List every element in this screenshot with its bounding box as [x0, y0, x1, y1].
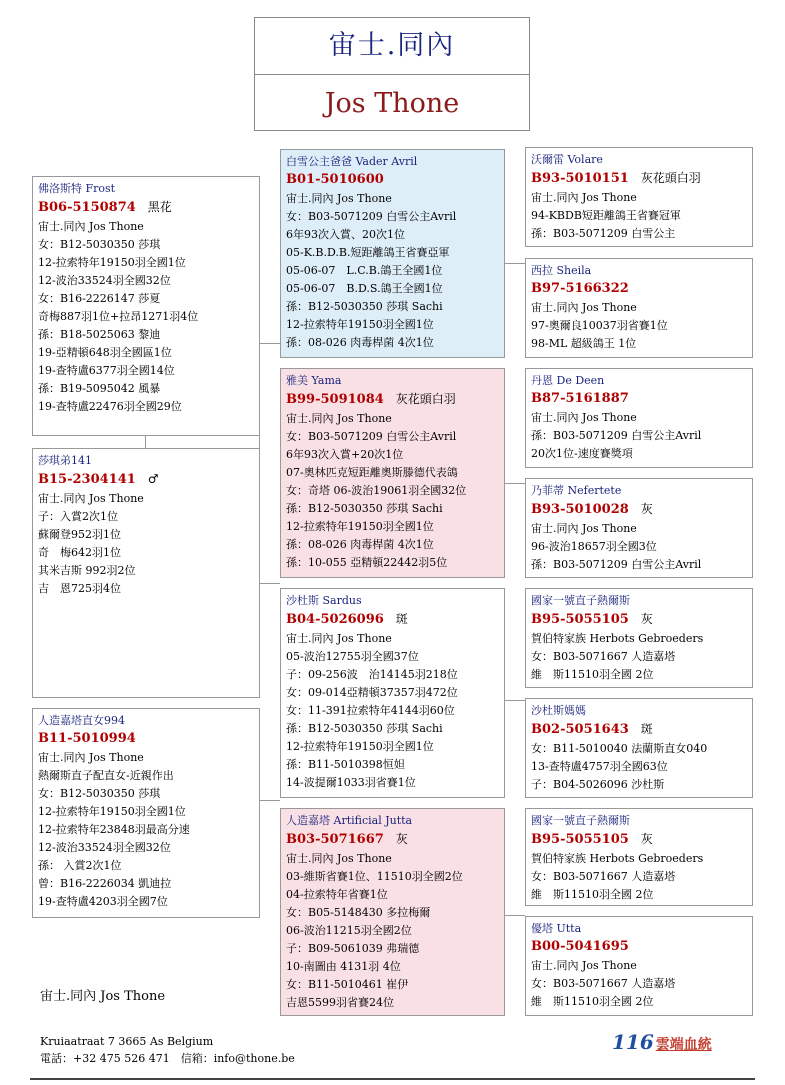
info-line: 奇梅887羽1位+拉昂1271羽4位: [38, 310, 199, 323]
info-line: 子：入賞2次1位: [38, 510, 118, 523]
ring-number: [286, 829, 499, 850]
pedigree-card-sire-dam: [280, 368, 505, 578]
pigeon-name: 丹恩 De Deen: [531, 374, 605, 387]
info-line: 子：09-256波 治14145羽218位: [286, 668, 458, 681]
pedigree-card-sire: [32, 176, 260, 436]
info-line: 宙士.同內 Jos Thone: [286, 192, 392, 205]
info-line: 孫：B11-5010398恒妲: [286, 758, 405, 771]
connector: [505, 915, 525, 916]
contact-text: 電話：+32 475 526 471 信箱：info@thone.be: [40, 1052, 295, 1065]
info-line: 熱爾斯直子配直女-近親作出: [38, 769, 174, 782]
pigeon-name: 白雪公主爸爸 Vader Avril: [286, 155, 418, 168]
info-line: 維 斯11510羽全國 2位: [531, 888, 654, 901]
info-line: 女：B11-5010040 法蘭斯直女040: [531, 742, 708, 755]
info-line: 12-拉索特年19150羽全國1位: [38, 256, 186, 269]
info-line: 孫：10-055 亞精頓22442羽5位: [286, 556, 448, 569]
connector: [145, 436, 146, 448]
connector: [505, 483, 525, 484]
pedigree-card-gp3: [525, 368, 753, 468]
pedigree-card-gp6: [525, 698, 753, 798]
info-line: 19-查特盧6377羽全國14位: [38, 364, 175, 377]
ring-number-value: B11-5010994: [38, 731, 136, 746]
info-line: 女：B16-2226147 莎夏: [38, 292, 161, 305]
ring-number-value: B87-5161887: [531, 391, 629, 406]
pigeon-name: 雅美 Yama: [286, 374, 342, 387]
info-line: 宙士.同內 Jos Thone: [38, 751, 144, 764]
info-line: 12-拉索特年19150羽全國1位: [286, 520, 434, 533]
pigeon-name: 優塔 Utta: [531, 922, 582, 935]
bottom-divider: [30, 1078, 755, 1080]
ring-number-value: B95-5055105: [531, 832, 629, 847]
ring-number-value: B93-5010028: [531, 502, 629, 517]
pigeon-name: 人造嘉塔 Artificial Jutta: [286, 814, 413, 827]
ring-number-value: B01-5010600: [286, 172, 384, 187]
info-line: 孫：B19-5095042 風暴: [38, 382, 161, 395]
info-line: 賀伯特家族 Herbots Gebroeders: [531, 852, 704, 865]
pigeon-color: 灰: [640, 502, 653, 516]
info-line: 女：11-391拉索特年4144羽60位: [286, 704, 455, 717]
info-line: 孫：B12-5030350 莎琪 Sachi: [286, 502, 443, 515]
ring-number: [531, 499, 747, 520]
pigeon-name: 乃菲蒂 Nefertete: [531, 484, 622, 497]
pigeon-name: 沃爾雷 Volare: [531, 153, 603, 166]
info-line: 女：B03-5071667 人造嘉塔: [531, 870, 676, 883]
breeder-header: [254, 17, 530, 131]
info-line: 女：B12-5030350 莎琪: [38, 238, 161, 251]
info-line: 女：B05-5148430 多拉梅爾: [286, 906, 431, 919]
ring-number-value: B03-5071667: [286, 832, 384, 847]
pigeon-color: 黑花: [147, 200, 172, 214]
info-line: 19-查特盧22476羽全國29位: [38, 400, 182, 413]
info-line: 03-維斯省賽1位、11510羽全國2位: [286, 870, 463, 883]
info-line: 女：B11-5010461 崔伊: [286, 978, 409, 991]
info-line: 05-K.B.D.B.短距離鴿王省賽亞軍: [286, 246, 450, 259]
ring-number-value: B99-5091084: [286, 392, 384, 407]
info-line: 女：09-014亞精頓37357羽472位: [286, 686, 458, 699]
pedigree-card-dam-line: [32, 708, 260, 918]
pedigree-card-sire-sire: [280, 149, 505, 358]
info-line: 12-波治33524羽全國32位: [38, 274, 171, 287]
info-line: 宙士.同內 Jos Thone: [531, 411, 637, 424]
info-line: 宙士.同內 Jos Thone: [38, 220, 144, 233]
info-line: 94-KBDB短距離鴿王省賽冠軍: [531, 209, 681, 222]
pigeon-color: 灰花頭白羽: [640, 171, 701, 185]
info-line: 12-波治33524羽全國32位: [38, 841, 171, 854]
ring-number: [531, 279, 747, 299]
pedigree-card-gp8: [525, 916, 753, 1016]
site-logo: [612, 1030, 712, 1054]
info-line: 12-拉索特年19150羽全國1位: [286, 318, 434, 331]
ring-number-value: B15-2304141: [38, 472, 136, 487]
info-line: 維 斯11510羽全國 2位: [531, 668, 654, 681]
info-line: 賀伯特家族 Herbots Gebroeders: [531, 632, 704, 645]
pigeon-name: 沙杜斯媽媽: [531, 704, 586, 717]
connector: [259, 800, 280, 801]
info-line: 宙士.同內 Jos Thone: [531, 301, 637, 314]
ring-number-value: B95-5055105: [531, 612, 629, 627]
pigeon-name: 西拉 Sheila: [531, 264, 592, 277]
info-line: 子：B09-5061039 弗瑞德: [286, 942, 420, 955]
info-line: 96-波治18657羽全國3位: [531, 540, 657, 553]
info-line: 其米吉斯 992羽2位: [38, 564, 136, 577]
pedigree-card-gp1: [525, 147, 753, 247]
pedigree-card-gp4: [525, 478, 753, 578]
info-line: 孫：B18-5025063 黎迪: [38, 328, 161, 341]
pigeon-name: 莎琪弟141: [38, 454, 92, 467]
info-line: 10-南圖由 4131羽 4位: [286, 960, 401, 973]
info-line: 蘇爾登952羽1位: [38, 528, 121, 541]
ring-number: [286, 170, 499, 190]
connector: [259, 583, 280, 584]
pigeon-name: 人造嘉塔直女994: [38, 714, 125, 727]
ring-number: [286, 389, 499, 410]
pigeon-name: 佛洛斯特 Frost: [38, 182, 116, 195]
pigeon-color: 斑: [395, 612, 408, 626]
info-line: 女：B03-5071667 人造嘉塔: [531, 650, 676, 663]
info-line: 孫：B03-5071209 白雪公主Avril: [531, 429, 702, 442]
info-line: 孫：B03-5071209 白雪公主Avril: [531, 558, 702, 571]
pigeon-name: 國家一號直子熱爾斯: [531, 594, 630, 607]
ring-number-value: B06-5150874: [38, 200, 136, 215]
connector: [505, 700, 525, 701]
logo-text: 雲端血統: [655, 1037, 712, 1053]
info-line: 05-06-07 L.C.B.鴿王全國1位: [286, 264, 443, 277]
pedigree-card-gp5: [525, 588, 753, 688]
ring-number: [531, 829, 747, 850]
info-line: 曾：B16-2226034 凱迪拉: [38, 877, 172, 890]
info-line: 05-06-07 B.D.S.鴿王全國1位: [286, 282, 443, 295]
pigeon-color: 灰花頭白羽: [395, 392, 456, 406]
info-line: 12-拉索特年19150羽全國1位: [38, 805, 186, 818]
info-line: 宙士.同內 Jos Thone: [531, 959, 637, 972]
breeder-name-en: Jos Thone: [324, 88, 460, 119]
ring-number: [531, 609, 747, 630]
info-line: 吉恩5599羽省賽24位: [286, 996, 394, 1009]
pedigree-card-dam: [32, 448, 260, 698]
info-line: 12-拉索特年23848羽最高分速: [38, 823, 190, 836]
info-line: 14-波提爾1033羽省賽1位: [286, 776, 416, 789]
info-line: 19-亞精頓648羽全國區1位: [38, 346, 172, 359]
info-line: 女：B03-5071209 白雪公主Avril: [286, 210, 457, 223]
info-line: 孫：B03-5071209 白雪公主: [531, 227, 676, 240]
info-line: 19-查特盧4203羽全國7位: [38, 895, 168, 908]
info-line: 子：B04-5026096 沙杜斯: [531, 778, 665, 791]
info-line: 宙士.同內 Jos Thone: [286, 632, 392, 645]
info-line: 宙士.同內 Jos Thone: [286, 412, 392, 425]
sex-symbol: ♂: [147, 472, 159, 486]
pigeon-color: 斑: [640, 722, 653, 736]
breeder-name-zh: 宙士.同內: [255, 18, 529, 75]
info-line: 04-拉索特年省賽1位: [286, 888, 388, 901]
info-line: 女：B12-5030350 莎琪: [38, 787, 161, 800]
info-line: 孫：08-026 肉毒桿菌 4次1位: [286, 538, 434, 551]
ring-number-value: B02-5051643: [531, 722, 629, 737]
pedigree-card-gp7: [525, 808, 753, 906]
pigeon-color: 灰: [395, 832, 408, 846]
info-line: 孫：08-026 肉毒桿菌 4次1位: [286, 336, 434, 349]
ring-number-value: B04-5026096: [286, 612, 384, 627]
info-line: 13-查特盧4757羽全國63位: [531, 760, 668, 773]
ring-number: [286, 609, 499, 630]
info-line: 6年93次入賞+20次1位: [286, 448, 404, 461]
info-line: 孫：B12-5030350 莎琪 Sachi: [286, 300, 443, 313]
info-line: 女：B03-5071667 人造嘉塔: [531, 977, 676, 990]
ring-number: [38, 197, 254, 218]
ring-number: [531, 389, 747, 409]
ring-number: [531, 937, 747, 957]
ring-number: [531, 719, 747, 740]
ring-number-value: B00-5041695: [531, 939, 629, 954]
pedigree-card-gp2: [525, 258, 753, 358]
info-line: 宙士.同內 Jos Thone: [38, 492, 144, 505]
ring-number: [531, 168, 747, 189]
address-text: Kruiaatraat 7 3665 As Belgium: [40, 1035, 214, 1048]
pigeon-color: 灰: [640, 832, 653, 846]
pigeon-color: 灰: [640, 612, 653, 626]
info-line: 女：奇塔 06-波治19061羽全國32位: [286, 484, 467, 497]
info-line: 05-波治12755羽全國37位: [286, 650, 419, 663]
info-line: 6年93次入賞、20次1位: [286, 228, 405, 241]
info-line: 宙士.同內 Jos Thone: [286, 852, 392, 865]
ring-number-value: B97-5166322: [531, 281, 629, 296]
info-line: 孫：B12-5030350 莎琪 Sachi: [286, 722, 443, 735]
pedigree-card-dam-dam: [280, 808, 505, 1016]
logo-number: 116: [612, 1030, 654, 1054]
info-line: 98-ML 超級鴿王 1位: [531, 337, 637, 350]
info-line: 12-拉索特年19150羽全國1位: [286, 740, 434, 753]
pigeon-name: 沙杜斯 Sardus: [286, 594, 362, 607]
info-line: 07-奧林匹克短距離奧斯滕德代表鴿: [286, 466, 458, 479]
info-line: 孫： 入賞2次1位: [38, 859, 122, 872]
ring-number: [38, 469, 254, 490]
pedigree-card-dam-sire: [280, 588, 505, 798]
ring-number: [38, 729, 254, 749]
info-line: 奇 梅642羽1位: [38, 546, 121, 559]
connector: [505, 263, 525, 264]
pigeon-name: 國家一號直子熱爾斯: [531, 814, 630, 827]
info-line: 宙士.同內 Jos Thone: [531, 522, 637, 535]
info-line: 吉 恩725羽4位: [38, 582, 121, 595]
info-line: 20次1位-速度賽獎項: [531, 447, 633, 460]
info-line: 宙士.同內 Jos Thone: [531, 191, 637, 204]
ring-number-value: B93-5010151: [531, 171, 629, 186]
breeder-signature: 宙士.同內 Jos Thone: [40, 989, 166, 1004]
info-line: 97-奧爾良10037羽省賽1位: [531, 319, 668, 332]
connector: [259, 343, 280, 344]
info-line: 06-波治11215羽全國2位: [286, 924, 412, 937]
info-line: 女：B03-5071209 白雪公主Avril: [286, 430, 457, 443]
info-line: 維 斯11510羽全國 2位: [531, 995, 654, 1008]
contact-block: [40, 1033, 295, 1067]
